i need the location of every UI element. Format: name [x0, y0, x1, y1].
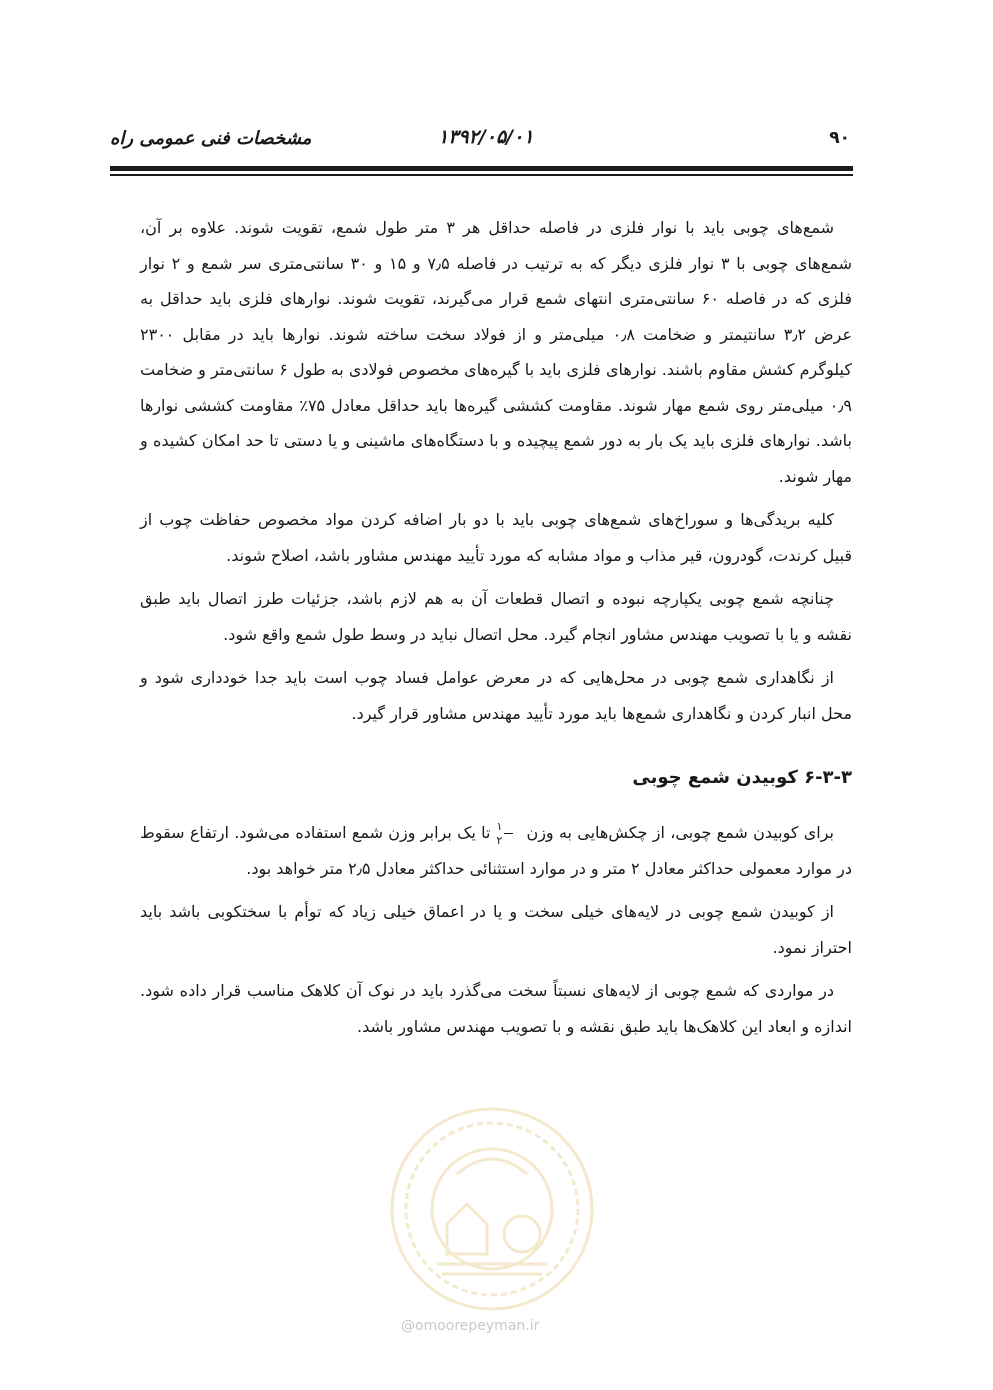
- paragraph-driving-cap: در مواردی که شمع چوبی از لایه‌های نسبتاً سخت می‌گذرد باید در نوک آن کلاهک مناسب قرار داده شود. اندازه و ابعاد این کلاهک‌ها باید طبق نقشه و با تصویب مهندس مشاور باشد.: [140, 981, 852, 1036]
- paragraph-hard-driving: از کوبیدن شمع چوبی در لایه‌های خیلی سخت و یا در اعماق خیلی زیاد که توأم با سختکوبی باشد باید احتراز نمود.: [140, 902, 852, 957]
- header-rule-thin: [110, 174, 853, 176]
- section-heading: ۶-۳-۳ کوبیدن شمع چوبی: [632, 767, 852, 788]
- hammer-text-after: تا یک برابر وزن شمع استفاده می‌شود. ارتفاع سقوط در موارد معمولی حداکثر معادل ۲ متر و در موارد استثنائی حداکثر معادل ۲٫۵ متر خواهد بود.: [140, 823, 852, 878]
- paragraph-preservation: کلیه بریدگی‌ها و سوراخ‌های شمع‌های چوبی باید با دو بار اضافه کردن مواد مخصوص حفاظت چوب از قبیل کرندت، گودرون، قیر مذاب و مواد مشابه که مورد تأیید مهندس مشاور باشد، اصلاح شوند.: [140, 510, 852, 565]
- fraction-denominator: ۲: [496, 834, 503, 847]
- page-body: [140, 210, 852, 1044]
- watermark-seal-icon: [387, 1104, 597, 1314]
- paragraph-splicing: چنانچه شمع چوبی یکپارچه نبوده و اتصال قطعات آن به هم لازم باشد، جزئیات طرز اتصال باید طبق نقشه و یا با تصویب مهندس مشاور انجام گیرد. محل اتصال نباید در وسط طول شمع واقع شود.: [140, 589, 852, 644]
- header-doc-title: مشخصات فنی عمومی راه: [110, 128, 312, 149]
- paragraph-steel-bands: شمع‌های چوبی باید با نوار فلزی در فاصله حداقل هر ۳ متر طول شمع، تقویت شوند. علاوه بر آن، شمع‌های چوبی با ۳ نوار فلزی دیگر که به ترتیب در فاصله ۷٫۵ و ۱۵ و ۳۰ سانتی‌متری سر شمع و ۲ نوار فلزی که در فاصله ۶۰ سانتی‌متری انتهای شمع قرار می‌گیرند، تقویت شوند. نوارهای فلزی باید حداقل به عرض ۳٫۲ سانتیمتر و ضخامت ۰٫۸ میلی‌متر و از فولاد سخت ساخته شوند. نوارها باید در مقابل ۲۳۰۰ کیلوگرم کشش مقاوم باشند. نوارهای فلزی باید با گیره‌های مخصوص فولادی به طول ۶ سانتی‌متر و ضخامت ۰٫۹ میلی‌متر روی شمع مهار شوند. مقاومت کششی گیره‌ها باید حداقل معادل ۷۵٪ مقاومت کششی نوارها باشد. نوارهای فلزی باید یک بار به دور شمع پیچیده و با دستگاه‌های ماشینی و یا دستی تا حد امکان کشیده و مهار شوند.: [140, 218, 853, 486]
- header-date: ۱۳۹۲/۰۵/۰۱: [438, 126, 534, 148]
- page-header: [110, 126, 850, 156]
- watermark-url: @omoorepeyman.ir: [401, 1318, 540, 1334]
- hammer-text-before: برای کوبیدن شمع چوبی، از چکش‌هایی به وزن: [526, 823, 834, 842]
- paragraph-hammer-weight: [140, 815, 852, 886]
- paragraph-storage: از نگاهداری شمع چوبی در محل‌هایی که در معرض عوامل فساد چوب است باید جدا خودداری شود و محل انبار کردن و نگاهداری شمع‌ها باید مورد تأیید مهندس مشاور قرار گیرد.: [140, 668, 852, 723]
- header-rule-thick: [110, 166, 853, 171]
- fraction-half: [497, 821, 521, 846]
- page-number: ۹۰: [829, 128, 850, 148]
- fraction-numerator: ۱: [496, 820, 503, 833]
